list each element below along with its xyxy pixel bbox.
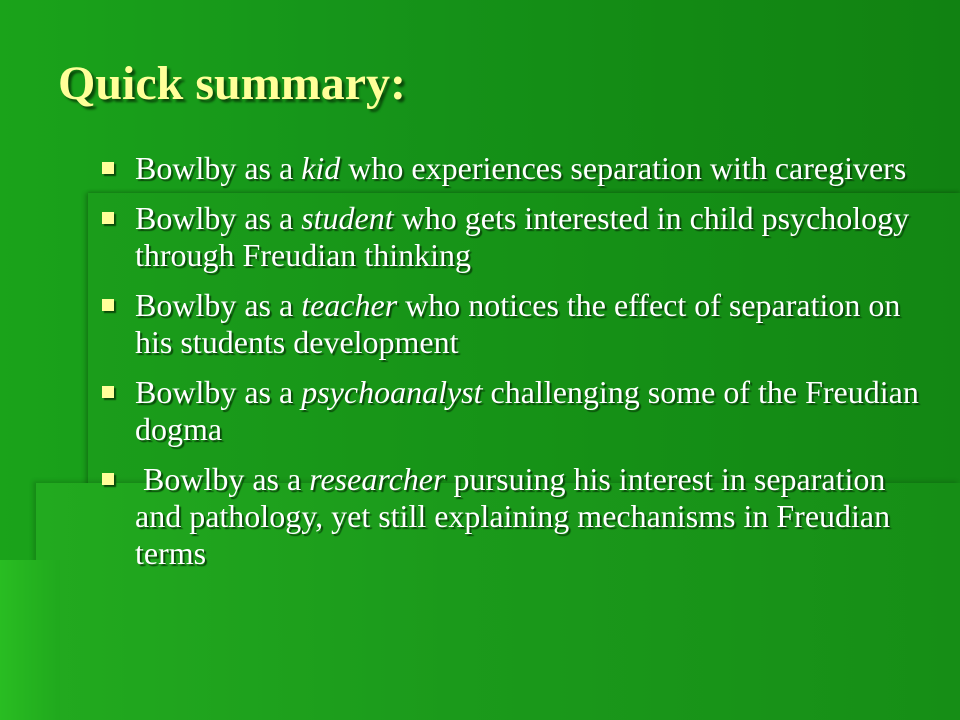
bullet-emphasis: psychoanalyst (301, 374, 483, 410)
square-bullet-icon (102, 162, 114, 174)
square-bullet-icon (102, 386, 114, 398)
bullet-text: who experiences separation with caregivers (340, 150, 907, 186)
bullet-item (100, 150, 930, 187)
bullet-emphasis: student (301, 200, 394, 236)
bullet-text: challenging some of the Freudian dogma (135, 374, 919, 447)
bullet-text: pursuing his interest in separation and pathology, yet still explaining mechanisms in Freudian terms (135, 461, 891, 571)
bullet-item (100, 200, 930, 274)
decorative-panel (0, 560, 60, 720)
square-bullet-icon (102, 212, 114, 224)
bullet-text: who notices the effect of separation on his students development (135, 287, 901, 360)
bullet-lead (135, 461, 143, 497)
bullet-text: Bowlby as a (143, 461, 310, 497)
bullet-emphasis: teacher (301, 287, 398, 323)
bullet-emphasis: researcher (309, 461, 446, 497)
bullet-text: Bowlby as a (135, 374, 302, 410)
bullet-list (100, 150, 930, 585)
bullet-item (100, 287, 930, 361)
bullet-emphasis: kid (301, 150, 341, 186)
bullet-item (100, 374, 930, 448)
bullet-text: Bowlby as a (135, 287, 302, 323)
slide-title: Quick summary: (58, 57, 406, 110)
bullet-item (100, 461, 930, 572)
bullet-text: Bowlby as a (135, 150, 302, 186)
bullet-text: Bowlby as a (135, 200, 302, 236)
bullet-text: who gets interested in child psychology through Freudian thinking (135, 200, 910, 273)
square-bullet-icon (102, 299, 114, 311)
square-bullet-icon (102, 473, 114, 485)
